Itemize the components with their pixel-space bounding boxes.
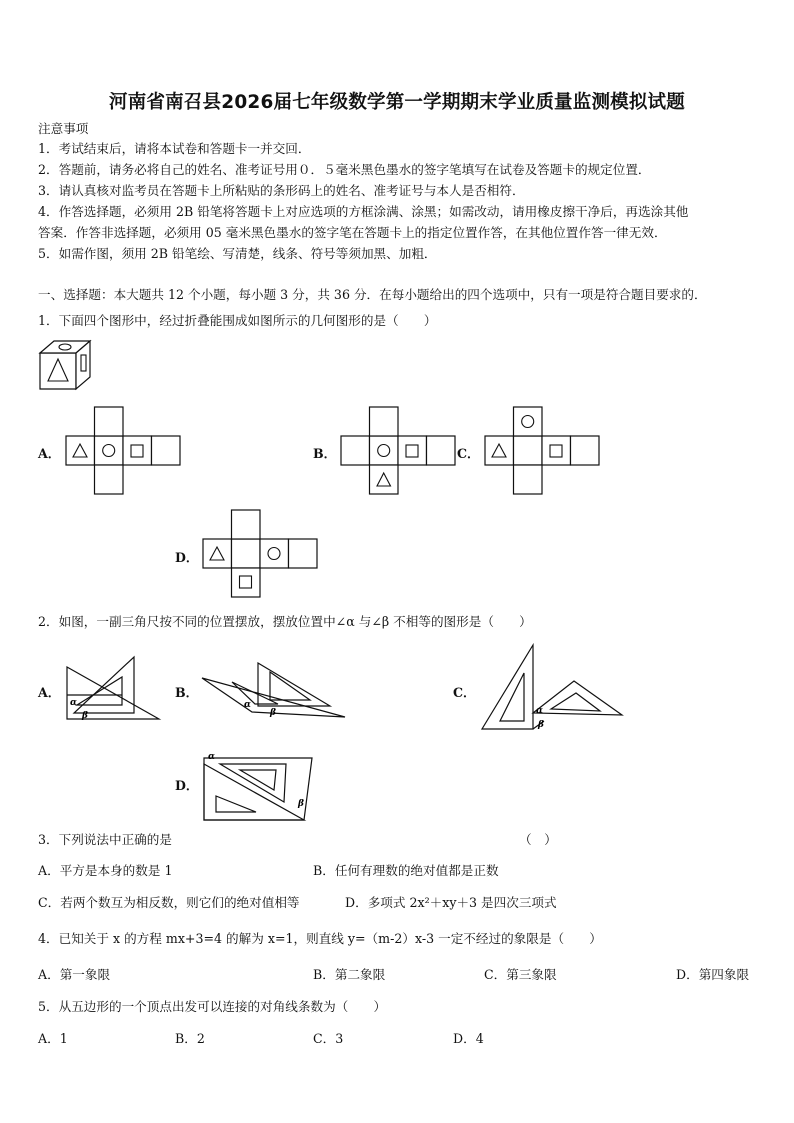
q4-option-d: D．第四象限 <box>676 967 750 982</box>
beta-label: β <box>538 720 544 730</box>
notice-item: 1．考试结束后，请将本试卷和答题卡一并交回． <box>38 141 311 156</box>
alpha-label: α <box>536 706 543 716</box>
notice-item: 3．请认真核对监考员在答题卡上所粘贴的条形码上的姓名、准考证号与本人是否相符． <box>38 183 525 198</box>
q1-option-c-label: C． <box>457 446 480 461</box>
q5-option-c: C．3 <box>313 1031 344 1046</box>
q3-option-d: D．多项式 2x²＋xy＋3 是四次三项式 <box>345 895 557 910</box>
beta-label: β <box>270 708 276 718</box>
net-b <box>341 407 457 495</box>
net-a <box>66 407 182 495</box>
q5-option-d: D．4 <box>453 1031 484 1046</box>
net-c <box>485 407 601 495</box>
question-3-stem: 3．下列说法中正确的是 <box>38 832 172 847</box>
set-squares-d <box>200 750 318 824</box>
net-d <box>203 510 319 598</box>
beta-label: β <box>298 799 304 809</box>
q2-option-c-label: C． <box>453 685 476 700</box>
set-squares-c <box>478 643 626 733</box>
beta-label: β <box>82 711 88 721</box>
q4-option-b: B．第二象限 <box>313 967 386 982</box>
q2-option-b-label: B． <box>175 685 199 700</box>
q3-option-c: C．若两个数互为相反数，则它们的绝对值相等 <box>38 895 300 910</box>
q1-option-d-label: D． <box>175 550 199 565</box>
notice-item: 4．作答选择题，必须用 2B 铅笔将答题卡上对应选项的方框涂满、涂黑；如需改动，请用橡皮擦干净后，再选涂其他 <box>38 204 689 219</box>
q2-option-d-label: D． <box>175 778 199 793</box>
q3-option-b: B．任何有理数的绝对值都是正数 <box>313 863 499 878</box>
notice-item: 2．答题前，请务必将自己的姓名、准考证号用０．５毫米黑色墨水的签字笔填写在试卷及答题卡的规定位置． <box>38 162 651 177</box>
question-1-stem: 1．下面四个图形中，经过折叠能围成如图所示的几何图形的是（ ） <box>38 313 437 328</box>
answer-blank: （ ） <box>519 832 557 847</box>
section-heading: 一、选择题：本大题共 12 个小题，每小题 3 分，共 36 分．在每小题给出的四个选项中，只有一项是符合题目要求的． <box>38 287 707 302</box>
question-4-stem: 4．已知关于 x 的方程 mx+3=4 的解为 x=1，则直线 y=（m-2）x-3 一定不经过的象限是（ ） <box>38 931 602 946</box>
notice-item: 答案．作答非选择题，必须用 05 毫米黑色墨水的签字笔在答题卡上的指定位置作答，在其他位置作答一律无效． <box>38 225 667 240</box>
q3-option-a: A．平方是本身的数是 1 <box>38 863 173 878</box>
set-squares-a <box>62 655 162 725</box>
q2-option-a-label: A． <box>38 685 61 700</box>
question-2-stem: 2．如图，一副三角尺按不同的位置摆放，摆放位置中∠α 与∠β 不相等的图形是（ ） <box>38 614 532 629</box>
q1-option-b-label: B． <box>313 446 337 461</box>
set-squares-b <box>200 660 348 722</box>
cube-figure <box>36 337 96 397</box>
q1-option-a-label: A． <box>38 446 61 461</box>
notice-heading: 注意事项 <box>38 121 89 136</box>
q4-option-a: A．第一象限 <box>38 967 111 982</box>
question-5-stem: 5．从五边形的一个顶点出发可以连接的对角线条数为（ ） <box>38 999 387 1014</box>
alpha-label: α <box>70 698 77 708</box>
notice-item: 5．如需作图，须用 2B 铅笔绘、写清楚，线条、符号等须加黑、加粗． <box>38 246 437 261</box>
q5-option-b: B．2 <box>175 1031 205 1046</box>
alpha-label: α <box>244 700 251 710</box>
q5-option-a: A．1 <box>38 1031 68 1046</box>
page-title: 河南省南召县2026届七年级数学第一学期期末学业质量监测模拟试题 <box>109 92 685 113</box>
alpha-label: α <box>208 752 215 762</box>
q4-option-c: C．第三象限 <box>484 967 557 982</box>
